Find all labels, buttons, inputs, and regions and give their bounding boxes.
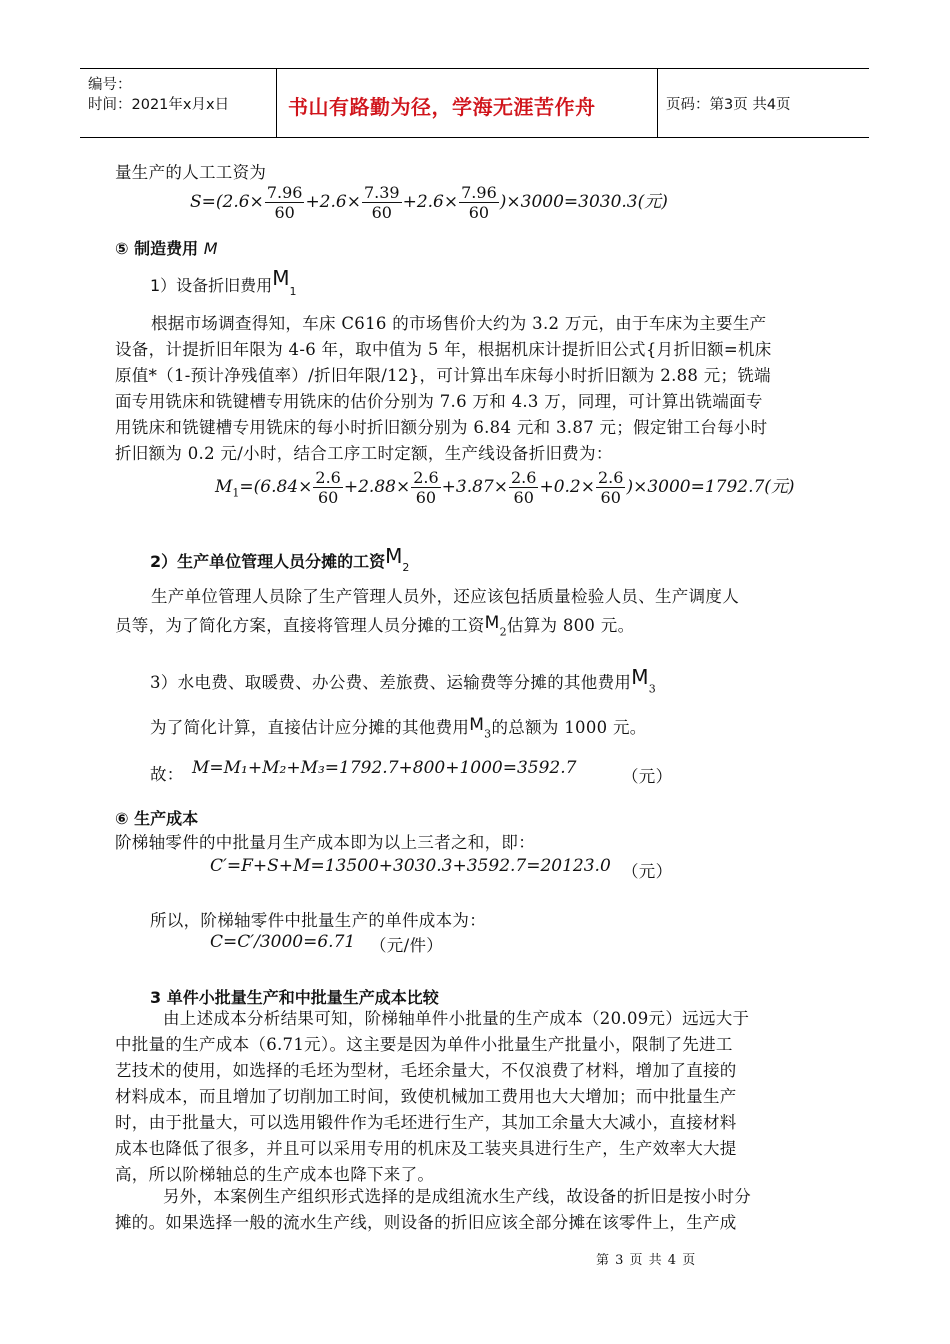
section-title: 3 单件小批量生产和中批量生产成本比较 [150,988,439,1007]
frac-den: 60 [600,488,621,507]
frac-num: 2.6 [511,468,537,487]
fraction [362,183,402,222]
inline-index: 3 [484,727,492,741]
paragraph-management [115,584,845,645]
footer-page-number: 第 3 页 共 4 页 [596,1253,697,1268]
text-line: 面专用铣床和铣键槽专用铣床的估价分别为 7.6 万和 4.3 万，同理，可计算出铣端面专 [115,392,763,411]
text-part: 的总额为 1000 元。 [491,718,647,737]
header-motto: 书山有路勤为径，学海无涯苦作舟 [288,95,596,119]
frac-num: 2.6 [413,468,439,487]
formula-part: )×3000=3030.3(元) [499,192,668,212]
text-part: 为了简化计算，直接估计应分摊的其他费用 [150,718,470,737]
subsection-text: 1）设备折旧费用 [150,276,273,295]
formula-part: =(6.84× [239,477,313,497]
fraction [265,183,305,222]
subsection-index: 3 [648,682,657,696]
subsection-index: 1 [289,285,297,299]
header-date: 时间：2021年x月x日 [88,97,230,113]
fraction [596,468,625,507]
subsection-title [150,266,296,298]
section-title-text: ⑤ 制造费用 [115,239,199,258]
subsection-symbol: M [631,665,649,689]
therefore-label: 故： [150,765,184,784]
formula-part: +2.88× [343,477,411,497]
frac-num: 2.6 [315,468,341,487]
text-line: 原值*（1-预计净残值率）/折旧年限/12}，可计算出车床每小时折旧额为 2.88 元；铣端 [115,366,771,385]
subsection-title [150,664,656,702]
formula-part: +2.6× [402,192,459,212]
text-line: 中批量的生产成本（6.71元）。这主要是因为单件小批量生产批量小，限制了先进工 [115,1035,733,1054]
text-line: 所以，阶梯轴零件中批量生产的单件成本为： [150,911,486,930]
formula-unit: （元） [622,862,673,881]
fraction [509,468,538,507]
formula-part: +2.6× [305,192,361,212]
formula-text: M=M₁+M₂+M₃=1792.7+800+1000=3592.7 [192,758,577,778]
text-line: 阶梯轴零件的中批量月生产成本即为以上三者之和，即： [115,833,535,852]
frac-num: 7.96 [461,183,497,202]
text-line: 由上述成本分析结果可知，阶梯轴单件小批量的生产成本（20.09元）远远大于 [163,1009,750,1028]
subsection-text: 2）生产单位管理人员分摊的工资 [150,552,386,571]
text-line: 另外，本案例生产组织形式选择的是成组流水生产线，故设备的折旧是按小时分 [163,1187,751,1206]
text-part: 估算为 800 元。 [506,616,635,635]
formula-unit: （元） [622,767,673,786]
text-line: 材料成本，而且增加了切削加工时间，致使机械加工费用也大大增加；而中批量生产 [115,1087,737,1106]
header-table [80,68,869,138]
text-line: 摊的。如果选择一般的流水生产线，则设备的折旧应该全部分摊在该零件上，生产成 [115,1213,737,1232]
subsection-symbol: M [272,266,290,290]
formula-s [190,183,668,222]
formula-part: +3.87× [441,477,508,497]
fraction [313,468,342,507]
subsection-title [150,544,409,574]
frac-den: 60 [468,203,490,222]
header-divider [657,69,658,137]
frac-num: 7.96 [266,183,303,202]
subsection-symbol: M [385,544,403,568]
inline-symbol: M [469,715,485,735]
frac-den: 60 [415,488,437,507]
subsection-index: 2 [402,561,410,575]
section-title [115,236,218,259]
frac-num: 2.6 [597,468,624,487]
text-line: 设备，计提折旧年限为 4-6 年，取中值为 5 年，根据机床计提折旧公式{月折旧额=机床 [115,340,772,359]
paragraph-depreciation [115,311,845,467]
text-line: 高，所以阶梯轴总的生产成本也降下来了。 [115,1165,435,1184]
header-divider [276,69,277,137]
frac-den: 60 [317,488,339,507]
text-line: 量生产的人工工资为 [115,163,267,182]
paragraph-comparison [115,1006,845,1188]
header-code: 编号： [88,77,132,93]
text-line: 时，由于批量大，可以选用锻件作为毛坯进行生产，其加工余量大大减小，直接材料 [115,1113,737,1132]
formula-c: C=C′/3000=6.71 [210,932,356,952]
fraction [459,183,499,222]
inline-symbol: M [484,613,500,633]
paragraph-other-costs [150,712,647,747]
paragraph-note [115,1184,845,1236]
text-line: 生产单位管理人员除了生产管理人员外，还应该包括质量检验人员、生产调度人 [151,587,739,606]
fraction [411,468,440,507]
section-symbol: M [203,239,218,258]
subsection-text: 3）水电费、取暖费、办公费、差旅费、运输费等分摊的其他费用 [150,673,632,692]
formula-part: S=(2.6× [190,192,264,212]
formula-c1: C′=F+S+M=13500+3030.3+3592.7=20123.0 [210,856,611,876]
text-line: 艺技术的使用，如选择的毛坯为型材，毛坯余量大，不仅浪费了材料，增加了直接的 [115,1061,737,1080]
formula-part: +0.2× [539,477,595,497]
frac-den: 60 [513,488,534,507]
formula-part: )×3000=1792.7(元) [626,477,795,497]
text-line: 成本也降低了很多，并且可以采用专用的机床及工装夹具进行生产，生产效率大大提 [115,1139,737,1158]
section-title: ⑥ 生产成本 [115,809,199,828]
formula-unit: （元/件） [370,936,444,955]
frac-num: 7.39 [363,183,400,202]
frac-den: 60 [371,203,392,222]
text-line: 折旧额为 0.2 元/小时，结合工序工时定额，生产线设备折旧费为： [115,444,613,463]
formula-m1 [215,468,795,507]
formula-index: 1 [232,486,240,500]
text-line: 根据市场调查得知，车床 C616 的市场售价大约为 3.2 万元，由于车床为主要生产 [151,314,767,333]
frac-den: 60 [274,203,295,222]
inline-index: 2 [499,625,507,639]
formula-symbol: M [215,477,233,497]
text-line [115,610,845,645]
text-line: 用铣床和铣键槽专用铣床的每小时折旧额分别为 6.84 元和 3.87 元；假定钳工台每小时 [115,418,768,437]
formula-m-total [192,758,576,778]
text-part: 员等，为了简化方案，直接将管理人员分摊的工资 [115,616,485,635]
header-page: 页码：第3页 共4页 [666,97,791,113]
